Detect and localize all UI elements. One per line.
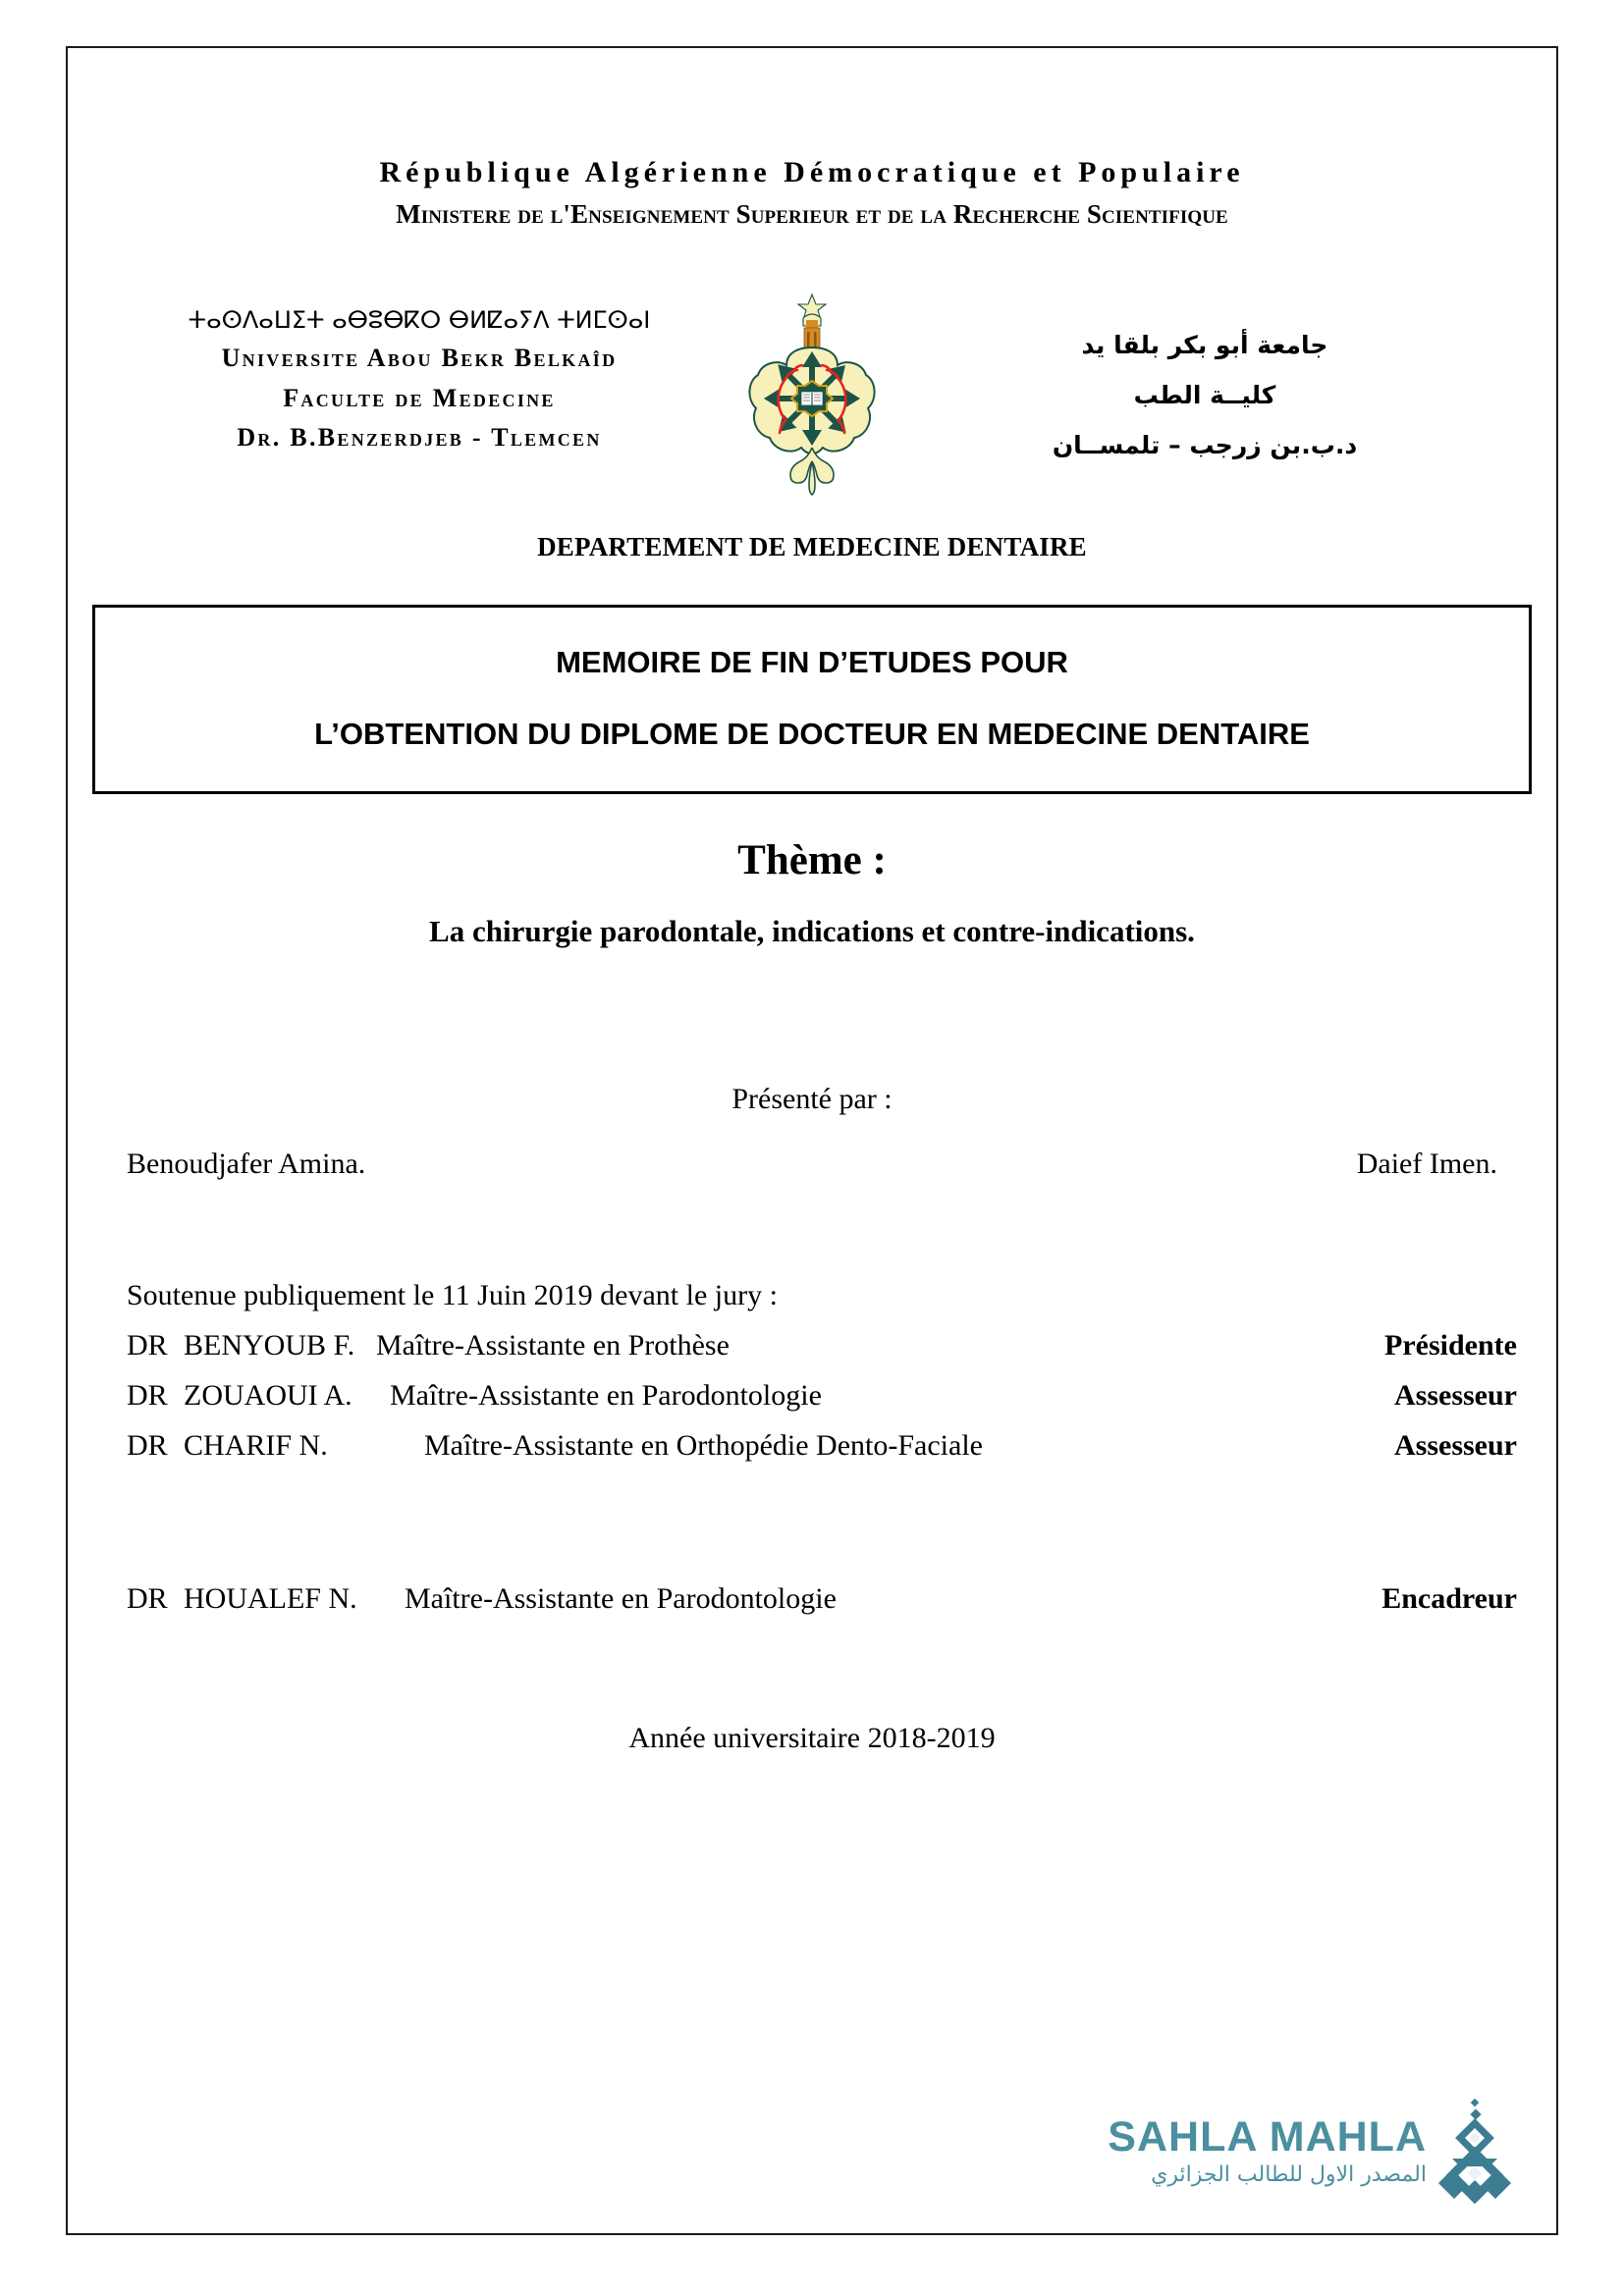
supervisor-row [127, 1582, 1517, 1616]
university-band [68, 291, 1556, 497]
page-border [66, 46, 1558, 2235]
jury-role: Assesseur [1394, 1428, 1517, 1462]
jury-title: Maître-Assistante en Prothèse [376, 1328, 730, 1362]
department-name-french: Dr. B.Benzerdjeb - Tlemcen [237, 422, 602, 452]
theme-subject: La chirurgie parodontale, indications et contre-indications. [429, 914, 1195, 949]
watermark-title: SAHLA MAHLA [1108, 2112, 1427, 2161]
supervisor-prefix: DR [127, 1581, 168, 1615]
department-name-arabic: د.ب.بن زرجب – تلمســان [1052, 431, 1358, 460]
sahla-mahla-logo-icon [1433, 2098, 1517, 2204]
theme-label: Thème : [737, 837, 887, 884]
memoire-line-1: MEMOIRE DE FIN D’ETUDES POUR [556, 644, 1068, 679]
republic-heading: République Algérienne Démocratique et Populaire [379, 156, 1245, 188]
memoire-line-2: L’OBTENTION DU DIPLOME DE DOCTEUR EN MEDECINE DENTAIRE [314, 716, 1310, 751]
logo-tail [790, 448, 834, 495]
university-block-arabic [900, 291, 1509, 471]
jury-list [68, 1329, 1556, 1463]
watermark-text [1108, 2112, 1427, 2187]
university-name-french: Universite Abou Bekr Belkaîd [221, 344, 618, 373]
jury-intro: Soutenue publiquement le 11 Juin 2019 devant le jury : [127, 1278, 778, 1311]
jury-prefix: DR [127, 1328, 168, 1362]
university-logo-container [724, 291, 900, 497]
university-block-french [115, 291, 724, 458]
faculty-name-french: Faculte de Medecine [283, 383, 556, 412]
supervisor-role: Encadreur [1381, 1581, 1517, 1615]
watermark-subtitle: المصدر الاول للطالب الجزائري [1151, 2162, 1427, 2187]
university-logo [738, 291, 886, 497]
supervisor-list [68, 1582, 1556, 1616]
jury-title: Maître-Assistante en Parodontologie [390, 1378, 822, 1412]
presented-by-label: Présenté par : [731, 1082, 893, 1115]
memoire-box [92, 605, 1532, 795]
jury-name: BENYOUB F. [184, 1328, 355, 1362]
jury-name: ZOUAOUI A. [184, 1378, 352, 1412]
university-name-arabic: جامعة أبو بكر بلقا يد [1081, 330, 1328, 359]
jury-role: Présidente [1384, 1328, 1517, 1362]
jury-row [127, 1429, 1517, 1463]
supervisor-name: HOUALEF N. [184, 1581, 357, 1615]
logo-center-book [791, 381, 833, 416]
jury-name: CHARIF N. [184, 1428, 328, 1462]
faculty-name-arabic: كليــة الطب [1133, 380, 1276, 409]
department-heading: DEPARTEMENT DE MEDECINE DENTAIRE [537, 531, 1087, 561]
author-right: Daief Imen. [1356, 1147, 1497, 1180]
author-left: Benoudjafer Amina. [127, 1147, 366, 1180]
jury-role: Assesseur [1394, 1378, 1517, 1412]
tifinagh-university-name: ⵜⴰⵙⴷⴰⵡⵉⵜ ⴰⴱⵓⴱⴽⵔ ⴱⵍⵇⴰⵢⴷ ⵜⵍⵎⵙⴰⵏ [188, 305, 651, 334]
jury-row [127, 1379, 1517, 1413]
jury-row [127, 1329, 1517, 1362]
ministry-heading: Ministere de l'Enseignement Superieur et de la Recherche Scientifique [396, 198, 1228, 229]
page-content [68, 48, 1556, 2233]
authors-row [68, 1148, 1556, 1181]
jury-title: Maître-Assistante en Orthopédie Dento-Faciale [424, 1428, 983, 1462]
jury-prefix: DR [127, 1428, 168, 1462]
supervisor-title: Maître-Assistante en Parodontologie [405, 1581, 837, 1615]
jury-prefix: DR [127, 1378, 168, 1412]
academic-year: Année universitaire 2018-2019 [628, 1721, 996, 1754]
sahla-mahla-watermark [1108, 2098, 1517, 2204]
